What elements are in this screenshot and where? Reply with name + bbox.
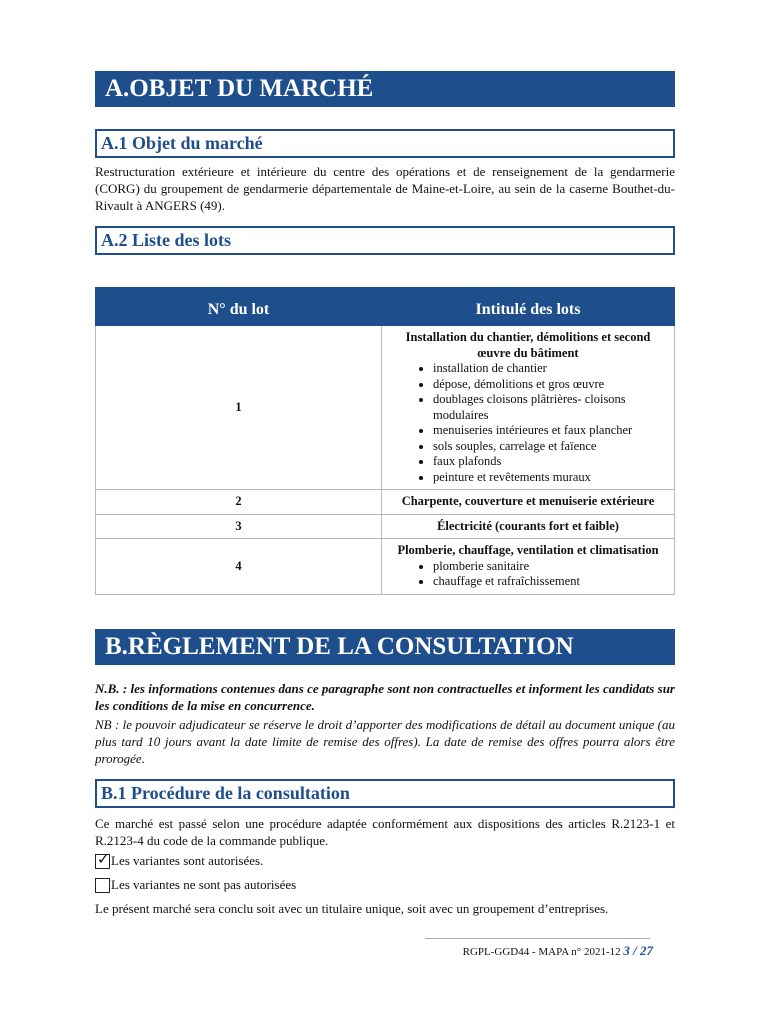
footer-reference: RGPL-GGD44 - MAPA n° 2021-12 — [462, 946, 621, 958]
checkbox-checked — [95, 851, 110, 869]
lot-title: Installation du chantier, démolitions et second œuvre du bâtiment — [405, 330, 651, 360]
lot-cell — [382, 326, 675, 490]
col-header-lot-number: N° du lot — [96, 288, 382, 326]
checkmark-icon: ✓ — [97, 851, 110, 868]
section-a2-heading: A.2 Liste des lots — [95, 226, 675, 255]
list-item: • chauffage et rafraîchissement — [433, 574, 668, 590]
lot-cell — [382, 514, 675, 539]
table-row — [96, 539, 675, 595]
section-a1-heading: A.1 Objet du marché — [95, 129, 675, 158]
a1-body-text: Restructuration extérieure et intérieure du centre des opérations et de renseignement de la gendarmerie (CORG) du groupement de gendarmerie départementale de Maine-et-Loire, au sein de la caserne Bouthet-du-Rivault à ANGERS (49). — [95, 164, 675, 213]
lot-items-list — [388, 559, 668, 590]
list-item: • sols souples, carrelage et faïence — [433, 439, 668, 455]
nb-notice-bold: N.B. : les informations contenues dans ce paragraphe sont non contractuelles et informent les candidats sur les conditions de la mise en concurrence. — [95, 681, 675, 713]
lots-table — [95, 287, 675, 595]
list-item: • faux plafonds — [433, 454, 668, 470]
lot-cell — [382, 539, 675, 595]
variants-allowed-option — [95, 852, 263, 870]
b1-body-text: Ce marché est passé selon une procédure adaptée conformément aux dispositions des articles R.2123-1 et R.2123-4 du code de la commande publique. — [95, 816, 675, 848]
lot-title: Charpente, couverture et menuiserie extérieure — [401, 494, 655, 508]
list-item: • peinture et revêtements muraux — [433, 470, 668, 486]
col-header-lot-title: Intitulé des lots — [382, 288, 675, 326]
option-label: Les variantes sont autorisées. — [111, 853, 264, 868]
page-footer — [425, 943, 653, 959]
lot-title: Plomberie, chauffage, ventilation et climatisation — [397, 543, 659, 557]
lot-number: 1 — [96, 326, 382, 490]
option-label: Les variantes ne sont pas autorisées — [111, 877, 297, 892]
table-row — [96, 490, 675, 515]
lot-title: Électricité (courants fort et faible) — [437, 518, 619, 533]
b1-conclusion-text: Le présent marché sera conclu soit avec un titulaire unique, soit avec un groupement d’entreprises. — [95, 901, 609, 916]
section-a-heading: A.OBJET DU MARCHÉ — [95, 71, 675, 107]
list-item: • plomberie sanitaire — [433, 559, 668, 575]
footer-divider — [425, 938, 650, 939]
variants-not-allowed-option — [95, 876, 296, 894]
section-b1-heading: B.1 Procédure de la consultation — [95, 779, 675, 808]
section-b-heading: B.RÈGLEMENT DE LA CONSULTATION — [95, 629, 675, 665]
page-number: 3 / 27 — [623, 943, 653, 958]
lot-items-list — [388, 361, 668, 485]
checkbox-unchecked — [95, 878, 110, 893]
table-row — [96, 514, 675, 539]
list-item: • installation de chantier — [433, 361, 668, 377]
lots-table-header — [96, 288, 675, 326]
list-item: • menuiseries intérieures et faux plancher — [433, 423, 668, 439]
list-item: • doublages cloisons plâtrières- cloisons modulaires — [433, 392, 668, 423]
lot-cell — [382, 490, 675, 515]
lot-number: 2 — [96, 490, 382, 515]
lot-number: 4 — [96, 539, 382, 595]
table-row — [96, 326, 675, 490]
nb-notice-italic: NB : le pouvoir adjudicateur se réserve le droit d’apporter des modifications de détail au document unique (au plus tard 10 jours avant la date limite de remise des offres). La date de remise des offres pourra alors être prorogée. — [95, 717, 675, 766]
list-item: • dépose, démolitions et gros œuvre — [433, 377, 668, 393]
lot-number: 3 — [96, 514, 382, 539]
